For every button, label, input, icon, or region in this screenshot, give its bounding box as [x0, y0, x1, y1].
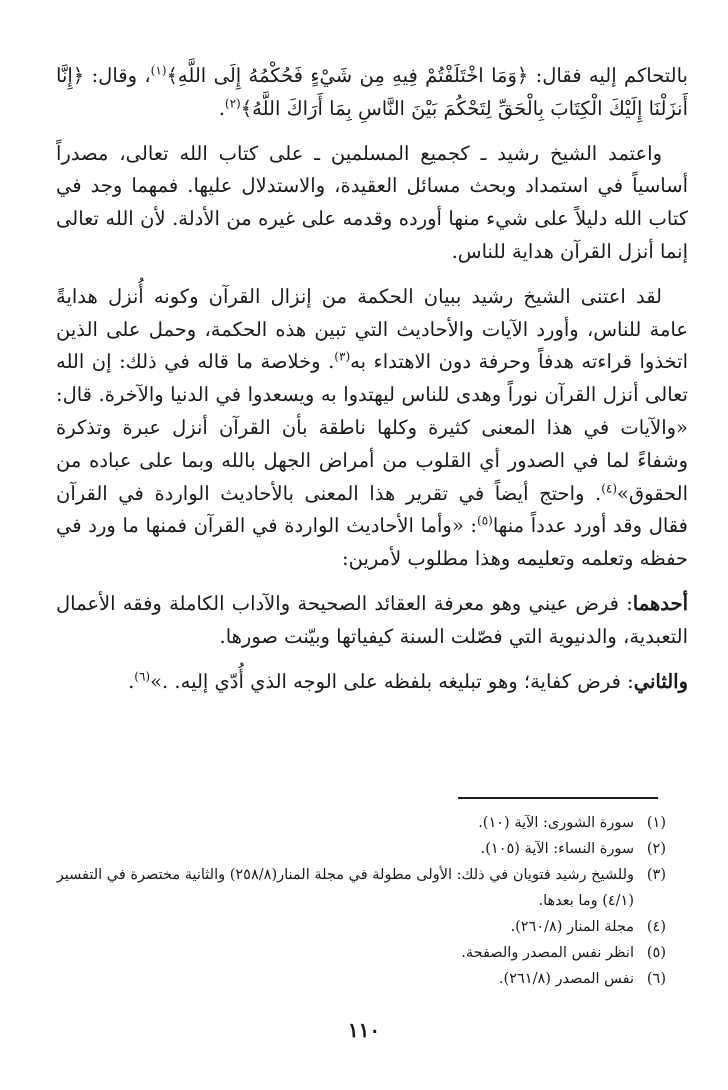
- footnote-number: (١): [646, 815, 666, 831]
- text-run: : فرض كفاية؛ وهو تبليغه بلفظه على الوجه الذي أُدّي إليه. .»: [150, 669, 634, 693]
- footnote-number: (٤): [646, 919, 666, 935]
- paragraph-1: [56, 60, 688, 126]
- footnote-number: (٦): [646, 971, 666, 987]
- footnote-text: مجلة المنار (٢٦٠/٨).: [510, 919, 634, 935]
- footnote-reference: (٤): [601, 481, 618, 496]
- footnote-number: (٢): [646, 841, 666, 857]
- footnote-reference: (٦): [134, 669, 151, 684]
- text-run: . واحتج أيضاً في تقرير هذا المعنى بالأحاديث الواردة في القرآن فقال وقد أورد عدداً منها: [56, 481, 688, 538]
- footnote-1: [56, 810, 666, 836]
- footnote-number: (٣): [646, 867, 666, 883]
- footnote-divider: [458, 797, 658, 799]
- footnote-reference: (٢): [224, 96, 241, 111]
- footnote-number: (٥): [646, 945, 666, 961]
- footnote-reference: (١): [150, 63, 167, 78]
- paragraph-5: [56, 666, 688, 699]
- footnote-text: سورة الشورى: الآية (١٠).: [478, 815, 634, 831]
- text-run: .: [218, 96, 225, 120]
- text-run: .: [128, 669, 135, 693]
- text-run: لقد اعتنى الشيخ رشيد ببيان الحكمة من إنزال القرآن وكونه أُنزل هدايةً عامة للناس، وأورد الآيات والأحاديث التي تبين هذه الحكمة، وحمل على الذين اتخذوا قراءته هدفاً وحرفة دون الاهتداء به: [56, 284, 688, 374]
- footnote-5: [56, 940, 666, 966]
- text-run: واعتمد الشيخ رشيد ـ كجميع المسلمين ـ على كتاب الله تعالى، مصدراً أساسياً في استمداد وبحث مسائل العقيدة، والاستدلال عليها. فمهما وجد في كتاب الله دليلاً على شيء منها أورده وقدمه على غيره من الأدلة. لأن الله تعالى إنما أنزل القرآن هداية للناس.: [56, 141, 688, 263]
- text-run: : فرض عيني وهو معرفة العقائد الصحيحة والآداب الكاملة وفقه الأعمال التعبدية، والدنيوية التي فصّلت السنة كيفياتها وبيّنت صورها.: [56, 591, 688, 648]
- footnotes: [56, 810, 666, 992]
- footnote-text: سورة النساء: الآية (١٠٥).: [480, 841, 634, 857]
- footnote-4: [56, 914, 666, 940]
- paragraph-4: [56, 588, 688, 654]
- paragraph-2: [56, 138, 688, 269]
- paragraph-3: [56, 281, 688, 576]
- text-run: . وخلاصة ما قاله في ذلك: إن الله تعالى أنزل القرآن نوراً وهدى للناس ليهتدوا به ويسعدوا في الدنيا والآخرة. قال: «والآيات في هذا المعنى كثيرة وكلها ناطقة بأن القرآن أنزل عبرة وتذكرة وشفاءً لما في الصدور أي القلوب من أمراض الجهل بالله وبما على عباده من الحقوق»: [56, 350, 688, 505]
- text-run: : «وأما الأحاديث الواردة في القرآن فمنها ما ورد في حفظه وتعلمه وتعليمه وهذا مطلوب لأمرين:: [56, 514, 688, 571]
- footnote-reference: (٣): [334, 349, 351, 364]
- text-run: بالتحاكم إليه فقال: ﴿وَمَا اخْتَلَفْتُمْ فِيهِ مِن شَيْءٍ فَحُكْمُهُ إِلَى اللَّهِ﴾: [166, 64, 688, 87]
- footnote-3: [56, 862, 666, 914]
- lead-term: والثاني: [633, 669, 688, 693]
- footnote-text: انظر نفس المصدر والصفحة.: [461, 945, 634, 961]
- footnote-2: [56, 836, 666, 862]
- lead-term: أحدهما: [632, 591, 688, 615]
- main-text: [56, 60, 688, 710]
- footnote-text: وللشيخ رشيد فتويان في ذلك: الأولى مطولة في مجلة المنار(٢٥٨/٨) والثانية مختصرة في التفسير (٤/١) وما بعدها.: [56, 867, 634, 909]
- footnote-reference: (٥): [477, 513, 493, 528]
- page-number: ١١٠: [347, 1018, 381, 1042]
- text-run: ، وقال: ﴿إِنَّا أَنزَلْنَا إِلَيْكَ الْكِتَابَ بِالْحَقِّ لِتَحْكُمَ بَيْنَ النَّاسِ بِمَا أَرَاكَ اللَّهُ﴾: [56, 64, 688, 120]
- footnote-text: نفس المصدر (٢٦١/٨).: [498, 971, 634, 987]
- footnote-6: [56, 966, 666, 992]
